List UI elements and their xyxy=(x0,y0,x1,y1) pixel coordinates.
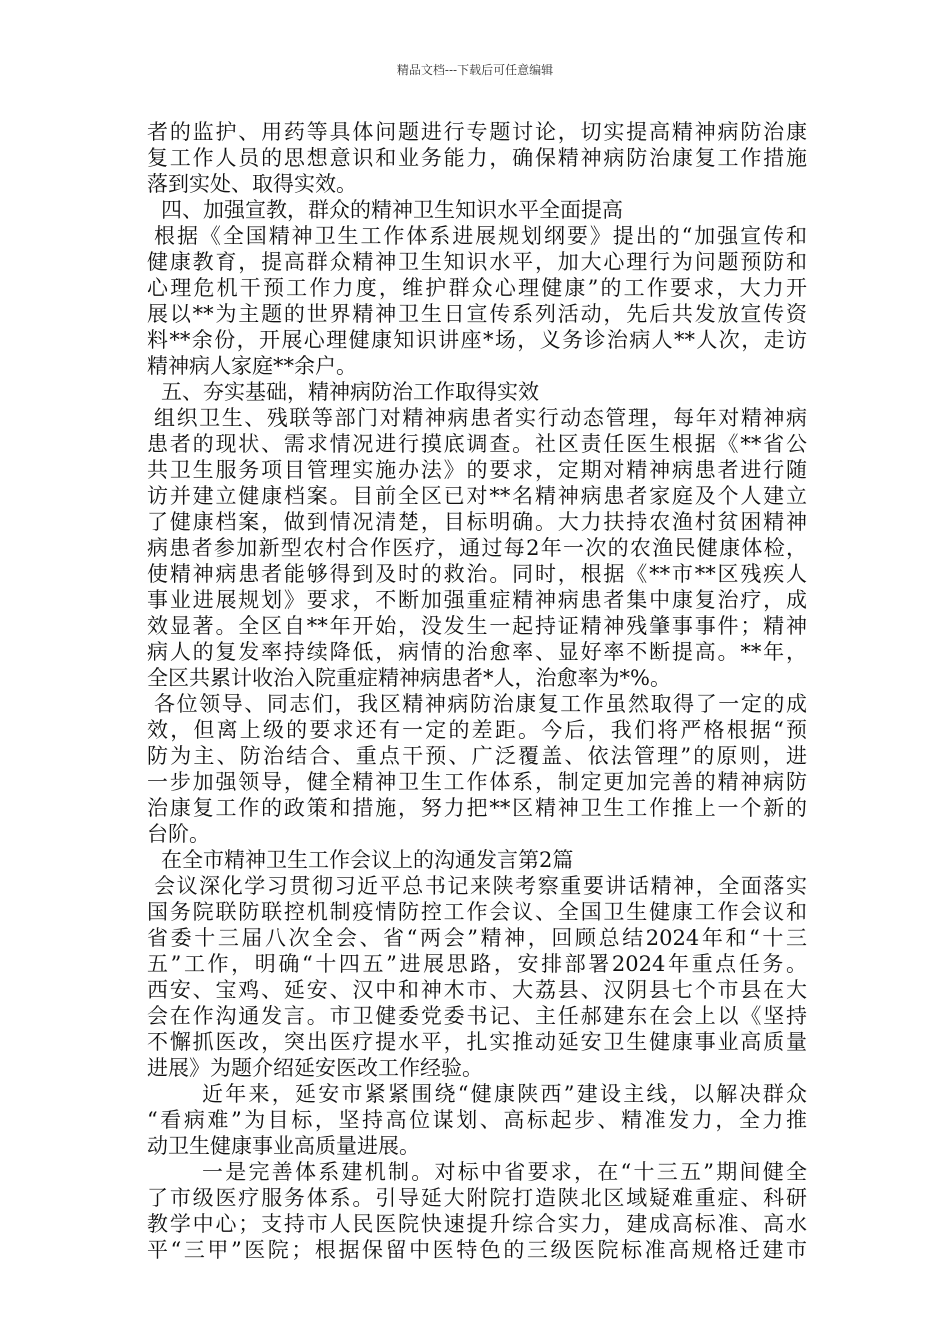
text-line: 病人的复发率持续降低，病情的治愈率、显好率不断提高。**年， xyxy=(147,640,807,664)
text-line: 动卫生健康事业高质量进展。 xyxy=(147,1134,420,1158)
text-line: 教学中心；支持市人民医院快速提升综合实力，建成高标准、高水 xyxy=(147,1212,807,1236)
text-line: 效，但离上级的要求还有一定的差距。今后，我们将严格根据“预 xyxy=(147,718,807,742)
text-line: 会议深化学习贯彻习近平总书记来陕考察重要讲话精神，全面落实 xyxy=(154,874,807,898)
text-line: 一是完善体系建机制。对标中省要求，在“十三五”期间健全 xyxy=(202,1160,807,1184)
text-line: 料**余份，开展心理健康知识讲座*场，义务诊治病人**人次，走访 xyxy=(147,328,807,352)
section-title: 在全市精神卫生工作会议上的沟通发言第2篇 xyxy=(161,848,574,872)
text-line: 各位领导、同志们，我区精神病防治康复工作虽然取得了一定的成 xyxy=(154,692,807,716)
text-line: 病患者参加新型农村合作医疗，通过每2年一次的农渔民健康体检， xyxy=(147,536,807,560)
text-line: 近年来，延安市紧紧围绕“健康陕西”建设主线，以解决群众 xyxy=(202,1082,807,1106)
text-line: 进展》为题介绍延安医改工作经验。 xyxy=(147,1056,483,1080)
section-heading: 四、加强宣教，群众的精神卫生知识水平全面提高 xyxy=(161,198,623,222)
text-line: 展以**为主题的世界精神卫生日宣传系列活动，先后共发放宣传资 xyxy=(147,302,807,326)
text-line: 心理危机干预工作力度，维护群众心理健康”的工作要求，大力开 xyxy=(147,276,807,300)
page-header: 精品文档---下载后可任意编辑 xyxy=(396,63,554,77)
text-line: 使精神病患者能够得到及时的救治。同时，根据《**市**区残疾人 xyxy=(147,562,807,586)
text-line: 根据《全国精神卫生工作体系进展规划纲要》提出的“加强宣传和 xyxy=(154,224,807,248)
text-line: 国务院联防联控机制疫情防控工作会议、全国卫生健康工作会议和 xyxy=(147,900,807,924)
text-line: 了市级医疗服务体系。引导延大附院打造陕北区域疑难重症、科研 xyxy=(147,1186,807,1210)
text-line: 不懈抓医改，突出医疗提水平，扎实推动延安卫生健康事业高质量 xyxy=(147,1030,807,1054)
text-line: 西安、宝鸡、延安、汉中和神木市、大荔县、汉阴县七个市县在大 xyxy=(147,978,807,1002)
text-line: 事业进展规划》要求，不断加强重症精神病患者集中康复治疗，成 xyxy=(147,588,807,612)
text-line: 会在作沟通发言。市卫健委党委书记、主任郝建东在会上以《坚持 xyxy=(147,1004,807,1028)
text-line: 者的监护、用药等具体问题进行专题讨论，切实提高精神病防治康 xyxy=(147,120,807,144)
text-line: 治康复工作的政策和措施，努力把**区精神卫生工作推上一个新的 xyxy=(147,796,807,820)
text-line: 患者的现状、需求情况进行摸底调查。社区责任医生根据《**省公 xyxy=(147,432,807,456)
section-heading: 五、夯实基础，精神病防治工作取得实效 xyxy=(161,380,539,404)
text-line: 省委十三届八次全会、省“两会”精神，回顾总结2024年和“十三 xyxy=(147,926,807,950)
text-line: 访并建立健康档案。目前全区已对**名精神病患者家庭及个人建立 xyxy=(147,484,807,508)
document-body xyxy=(147,119,807,1263)
text-line: 了健康档案，做到情况清楚，目标明确。大力扶持农渔村贫困精神 xyxy=(147,510,807,534)
text-line: 防为主、防治结合、重点干预、广泛覆盖、依法管理”的原则，进 xyxy=(147,744,807,768)
text-line: 共卫生服务项目管理实施办法》的要求，定期对精神病患者进行随 xyxy=(147,458,807,482)
text-line: 一步加强领导，健全精神卫生工作体系，制定更加完善的精神病防 xyxy=(147,770,807,794)
text-line: “看病难”为目标，坚持高位谋划、高标起步、精准发力，全力推 xyxy=(147,1108,807,1132)
text-line: 全区共累计收治入院重症精神病患者*人，治愈率为*%。 xyxy=(147,666,671,690)
text-line: 台阶。 xyxy=(147,822,210,846)
text-line: 精神病人家庭**余户。 xyxy=(147,354,357,378)
text-line: 组织卫生、残联等部门对精神病患者实行动态管理，每年对精神病 xyxy=(154,406,807,430)
text-line: 复工作人员的思想意识和业务能力，确保精神病防治康复工作措施 xyxy=(147,146,807,170)
text-line: 落到实处、取得实效。 xyxy=(147,172,357,196)
text-line: 平“三甲”医院；根据保留中医特色的三级医院标准高规格迁建市 xyxy=(147,1238,807,1262)
text-line: 健康教育，提高群众精神卫生知识水平，加大心理行为问题预防和 xyxy=(147,250,807,274)
text-line: 五”工作，明确“十四五”进展思路，安排部署2024年重点任务。 xyxy=(147,952,807,976)
text-line: 效显著。全区自**年开始，没发生一起持证精神残肇事事件；精神 xyxy=(147,614,807,638)
